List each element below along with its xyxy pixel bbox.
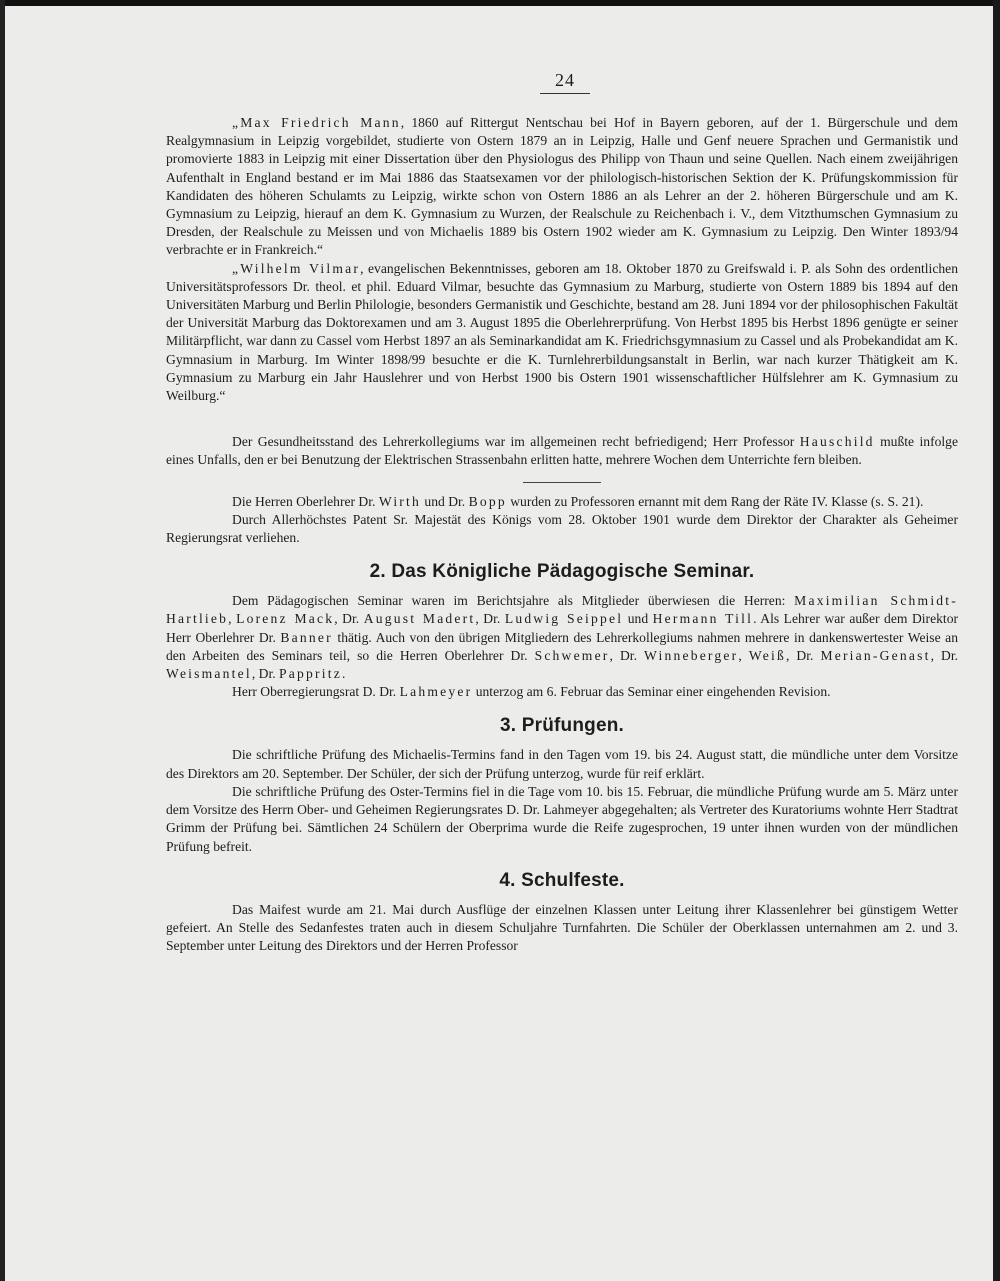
revision-text-end: unterzog am 6. Februar das Seminar einer eingehenden Revision. [472, 684, 831, 700]
name-wirth: Wirth [378, 493, 421, 509]
teacher-name: Pappritz [279, 666, 342, 682]
bio-mann-name: „Max Friedrich Mann [232, 115, 401, 130]
member-name: Lorenz Mack [236, 611, 335, 627]
teacher-name: Winneberger [644, 647, 739, 663]
seminar-text-mid2: thätig. Auch von den übrigen Mitgliedern des Lehrerkollegiums nahmen mehrere in dankenswertester Weise an den Arbeiten des Seminars teil, so die Herren Oberlehrer Dr. [166, 629, 958, 663]
promotion-paragraph [166, 493, 958, 511]
bio-vilmar-name: „Wilhelm Vilmar [232, 260, 361, 276]
bio-mann-text: , 1860 auf Rittergut Nentschau bei Hof in Bayern geboren, auf der 1. Bürgerschule und dem Realgymnasium in Leipzig vorgebildet, studierte von Ostern 1879 an in Leipzig, Halle und Genf neuere Sprachen und Germanistik und promovierte 1883 in Leipzig mit einer Dissertation über den Physiologus des Philipp von Thaun und seine Quellen. Nach einem zweijährigen Aufenthalt in England bestand er im Mai 1886 das Staatsexamen vor der philologisch-historischen Sektion der K. Prüfungskommission für Kandidaten des höheren Schulamts zu Leipzig, wirkte schon von Ostern 1886 an als Lehrer an der 2. höheren Bürgerschule und am K. Gymnasium zu Leipzig, hierauf an dem K. Gymnasium zu Wurzen, der Realschule zu Reichenbach i. V., dem Vitzthumschen Gymnasium zu Dresden, der Realschule zu Meissen und von Michaelis 1889 bis Ostern 1902 wieder am K. Gymnasium zu Leipzig. Den Winter 1893/94 verbrachte er in Frankreich.“ [166, 115, 958, 258]
separator-text: , Dr. [251, 666, 280, 682]
health-text-start: Der Gesundheitsstand des Lehrerkollegiums war im allgemeinen recht befriedigend; Herr Professor [232, 434, 800, 450]
separator-text: , Dr. [475, 611, 505, 627]
name-lahmeyer: Lahmeyer [399, 684, 473, 700]
promotion-text-end: wurden zu Professoren ernannt mit dem Rang der Räte IV. Klasse (s. S. 21). [506, 493, 924, 509]
separator-text: , Dr. [609, 647, 645, 663]
exams-paragraph-michaelis: Die schriftliche Prüfung des Michaelis-Termins fand in den Tagen vom 19. bis 24. August statt, die mündliche unter dem Vorsitze des Direktors am 20. September. Der Schüler, der sich der Prüfung unterzog, wurde für reif erklärt. [166, 747, 958, 781]
page-number: 24 [555, 70, 575, 90]
scan-edge-top [0, 0, 1000, 6]
separator-text: , [228, 611, 237, 627]
seminar-text-mid: . Als Lehrer war außer dem Direktor Herr Oberlehrer Dr. [166, 611, 959, 645]
teacher-name: Weiß [748, 647, 786, 663]
name-bopp: Bopp [468, 493, 507, 509]
patent-paragraph: Durch Allerhöchstes Patent Sr. Majestät des Königs vom 28. Oktober 1901 wurde dem Direktor der Charakter als Geheimer Regierungsrat verliehen. [166, 511, 958, 546]
exams-paragraph-oster: Die schriftliche Prüfung des Oster-Termins fiel in die Tage vom 10. bis 15. Februar, die mündliche Prüfung wurde am 5. März unter dem Vorsitze des Herrn Ober- und Geheimen Regierungsrates D. Dr. Lahmeyer abgegehalten; als Vertreter des Kuratoriums wohnte Herr Stadtrat Grimm der Prüfung bei. Sämtlichen 24 Schülern der Oberprima wurde die Reife zugesprochen, 19 unter ihnen wurden von der mündlichen Prüfung befreit. [166, 783, 958, 854]
festivals-paragraph: Das Maifest wurde am 21. Mai durch Ausflüge der einzelnen Klassen unter Leitung ihrer Klassenlehrer bei günstigem Wetter gefeiert. An Stelle des Sedanfestes traten auch in diesem Schuljahre Turnfahrten. Die Schüler der Oberklassen unternahmen am 2. und 3. September unter Leitung des Direktors und der Herren Professor [166, 901, 958, 954]
page-content [166, 114, 958, 955]
heading-exams: 3. Prüfungen. [500, 715, 624, 737]
teacher-name: Banner [280, 629, 333, 645]
separator-rule [523, 482, 601, 483]
revision-paragraph [166, 683, 958, 701]
separator-text: , Dr. [334, 611, 364, 627]
separator-text: , Dr. [785, 647, 821, 663]
health-text-end: mußte infolge eines Unfalls, den er bei Benutzung der Elektrischen Strassenbahn erlitten hatte, mehrere Wochen dem Unterrichte fern bleiben. [166, 434, 959, 468]
seminar-text-end: . [341, 666, 346, 682]
scan-edge-right [993, 0, 1000, 1281]
promotion-text-start: Die Herren Oberlehrer Dr. [232, 493, 379, 509]
heading-festivals: 4. Schulfeste. [499, 869, 625, 891]
bio-vilmar-paragraph [166, 260, 958, 406]
name-hauschild: Hauschild [799, 434, 875, 450]
section-gap [166, 405, 958, 433]
revision-text-start: Herr Oberregierungsrat D. Dr. [232, 684, 400, 700]
seminar-text-start: Dem Pädagogischen Seminar waren im Berichtsjahre als Mitglieder überwiesen die Herren: [232, 593, 795, 609]
seminar-paragraph [166, 592, 958, 683]
teacher-name: Schwemer [534, 647, 610, 663]
member-name: August Madert [363, 611, 476, 627]
teacher-name: Weismantel [166, 666, 252, 682]
bio-mann-paragraph [166, 114, 958, 260]
scan-edge-left [0, 0, 5, 1281]
separator-text: , Dr. [930, 647, 959, 663]
health-paragraph [166, 433, 958, 469]
member-name: Ludwig Seippel [504, 611, 624, 627]
heading-seminar: 2. Das Königliche Pädagogische Seminar. [369, 561, 755, 583]
separator-text: und [623, 611, 653, 627]
member-name: Maximilian Schmidt-Hartlieb [166, 593, 959, 627]
page-number-rule [540, 93, 590, 94]
separator-text: , [738, 647, 749, 663]
teacher-name: Merian-Genast [820, 647, 931, 663]
promotion-text-mid: und Dr. [421, 493, 469, 509]
bio-vilmar-text: , evangelischen Bekenntnisses, geboren am 18. Oktober 1870 zu Greifswald i. P. als Sohn des ordentlichen Universitätsprofessors Dr. theol. et phil. Eduard Vilmar, besuchte das Gymnasium zu Marburg, studierte von Ostern 1889 bis 1894 auf den Universitäten Marburg und Berlin Philologie, besonders Germanistik und Geschichte, bestand am 28. Juni 1894 vor der philosophischen Fakultät der Universität Marburg das Doktorexamen und am 3. August 1895 die Oberlehrerprüfung. Von Herbst 1895 bis Herbst 1896 genügte er seiner Militärpflicht, war dann zu Cassel vom Herbst 1897 an als Seminarkandidat am K. Friedrichsgymnasium zu Cassel und als Probekandidat am K. Gymnasium in Marburg. Im Winter 1898/99 besuchte er die K. Turnlehrerbildungsanstalt in Berlin, war nach kurzer Thätigkeit am K. Gymnasium zu Marburg ein Jahr Hauslehrer und von Herbst 1900 bis Ostern 1901 wissenschaftlicher Hülfslehrer am K. Gymnasium zu Weilburg.“ [166, 260, 958, 404]
member-name: Hermann Till [652, 611, 754, 627]
